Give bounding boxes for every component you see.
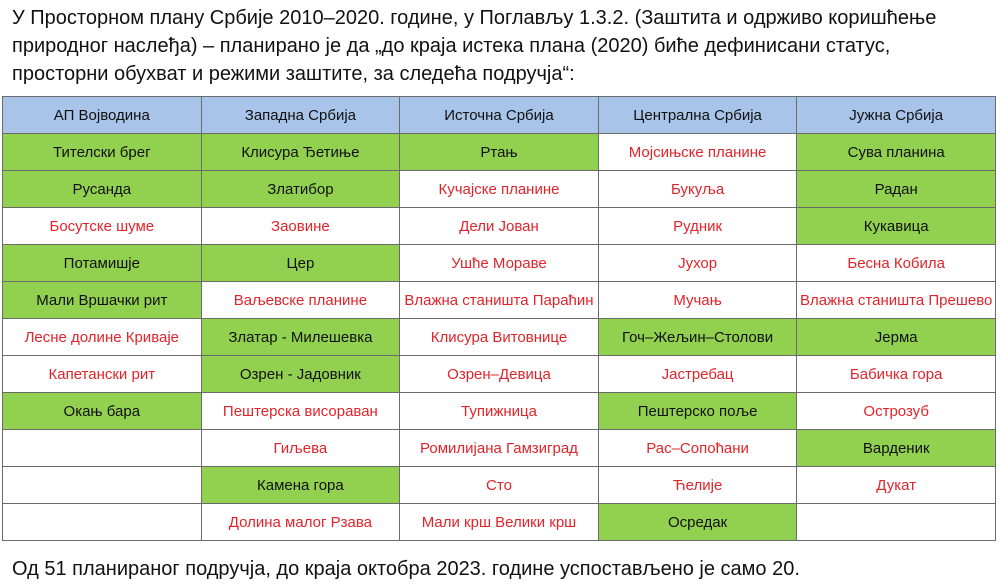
area-cell: Дели Јован — [400, 208, 599, 245]
area-cell: Ваљевске планине — [201, 282, 400, 319]
area-cell: Цер — [201, 245, 400, 282]
area-cell: Озрен–Девица — [400, 356, 599, 393]
area-cell: Ромилијана Гамзиград — [400, 430, 599, 467]
area-cell: Мали Вршачки рит — [3, 282, 202, 319]
area-cell: Острозуб — [797, 393, 996, 430]
table-row — [3, 245, 996, 282]
table-row — [3, 282, 996, 319]
column-header-western-serbia: Западна Србија — [201, 97, 400, 134]
area-cell: Босутске шуме — [3, 208, 202, 245]
area-cell: Осредак — [598, 504, 797, 541]
area-cell: Златибор — [201, 171, 400, 208]
area-cell: Јухор — [598, 245, 797, 282]
empty-cell — [3, 467, 202, 504]
area-cell: Ртањ — [400, 134, 599, 171]
area-cell: Кучајске планине — [400, 171, 599, 208]
area-cell: Радан — [797, 171, 996, 208]
column-header-central-serbia: Централна Србија — [598, 97, 797, 134]
area-cell: Потамишје — [3, 245, 202, 282]
area-cell: Рас–Сопоћани — [598, 430, 797, 467]
table-row — [3, 356, 996, 393]
table-row — [3, 134, 996, 171]
area-cell: Капетански рит — [3, 356, 202, 393]
area-cell: Заовине — [201, 208, 400, 245]
area-cell: Сува планина — [797, 134, 996, 171]
table-row — [3, 319, 996, 356]
table-header — [3, 97, 996, 134]
area-cell: Дукат — [797, 467, 996, 504]
area-cell: Камена гора — [201, 467, 400, 504]
area-cell: Бабичка гора — [797, 356, 996, 393]
area-cell: Мали крш Велики крш — [400, 504, 599, 541]
area-cell: Кукавица — [797, 208, 996, 245]
area-cell: Мучањ — [598, 282, 797, 319]
area-cell: Мојсињске планине — [598, 134, 797, 171]
area-cell: Русанда — [3, 171, 202, 208]
area-cell: Клисура Ђетиње — [201, 134, 400, 171]
protected-areas-table-container — [2, 96, 996, 541]
area-cell: Гиљева — [201, 430, 400, 467]
table-row — [3, 430, 996, 467]
area-cell: Пештерска висораван — [201, 393, 400, 430]
area-cell: Клисура Витовнице — [400, 319, 599, 356]
area-cell: Рудник — [598, 208, 797, 245]
area-cell: Влажна станишта Прешево — [797, 282, 996, 319]
area-cell: Озрен - Јадовник — [201, 356, 400, 393]
header-row — [3, 97, 996, 134]
area-cell: Златар - Милешевка — [201, 319, 400, 356]
area-cell: Ушће Мораве — [400, 245, 599, 282]
empty-cell — [3, 504, 202, 541]
area-cell: Јерма — [797, 319, 996, 356]
area-cell: Долина малог Рзава — [201, 504, 400, 541]
area-cell: Тителски брег — [3, 134, 202, 171]
area-cell: Тупижница — [400, 393, 599, 430]
area-cell: Ћелије — [598, 467, 797, 504]
area-cell: Окањ бара — [3, 393, 202, 430]
column-header-eastern-serbia: Источна Србија — [400, 97, 599, 134]
area-cell: Бесна Кобила — [797, 245, 996, 282]
intro-paragraph: У Просторном плану Србије 2010–2020. године, у Поглављу 1.3.2. (Заштита и одрживо коришћење природног наслеђа) – планирано је да „до краја истека плана (2020) биће дефинисани статус, просторни обухват и режими заштите, за следећа подручја“: — [12, 7, 937, 85]
area-cell: Варденик — [797, 430, 996, 467]
column-header-vojvodina: АП Војводина — [3, 97, 202, 134]
protected-areas-table — [2, 96, 996, 541]
summary-paragraph: Од 51 планираног подручја, до краја октобра 2023. године успостављено је само 20. — [12, 558, 800, 580]
table-row — [3, 171, 996, 208]
table-row — [3, 208, 996, 245]
empty-cell — [3, 430, 202, 467]
area-cell: Гоч–Жељин–Столови — [598, 319, 797, 356]
empty-cell — [797, 504, 996, 541]
area-cell: Јастребац — [598, 356, 797, 393]
area-cell: Букуља — [598, 171, 797, 208]
area-cell: Сто — [400, 467, 599, 504]
column-header-southern-serbia: Јужна Србија — [797, 97, 996, 134]
area-cell: Пештерско поље — [598, 393, 797, 430]
area-cell: Лесне долине Криваје — [3, 319, 202, 356]
table-row — [3, 393, 996, 430]
area-cell: Влажна станишта Параћин — [400, 282, 599, 319]
table-row — [3, 504, 996, 541]
table-row — [3, 467, 996, 504]
table-body — [3, 134, 996, 541]
